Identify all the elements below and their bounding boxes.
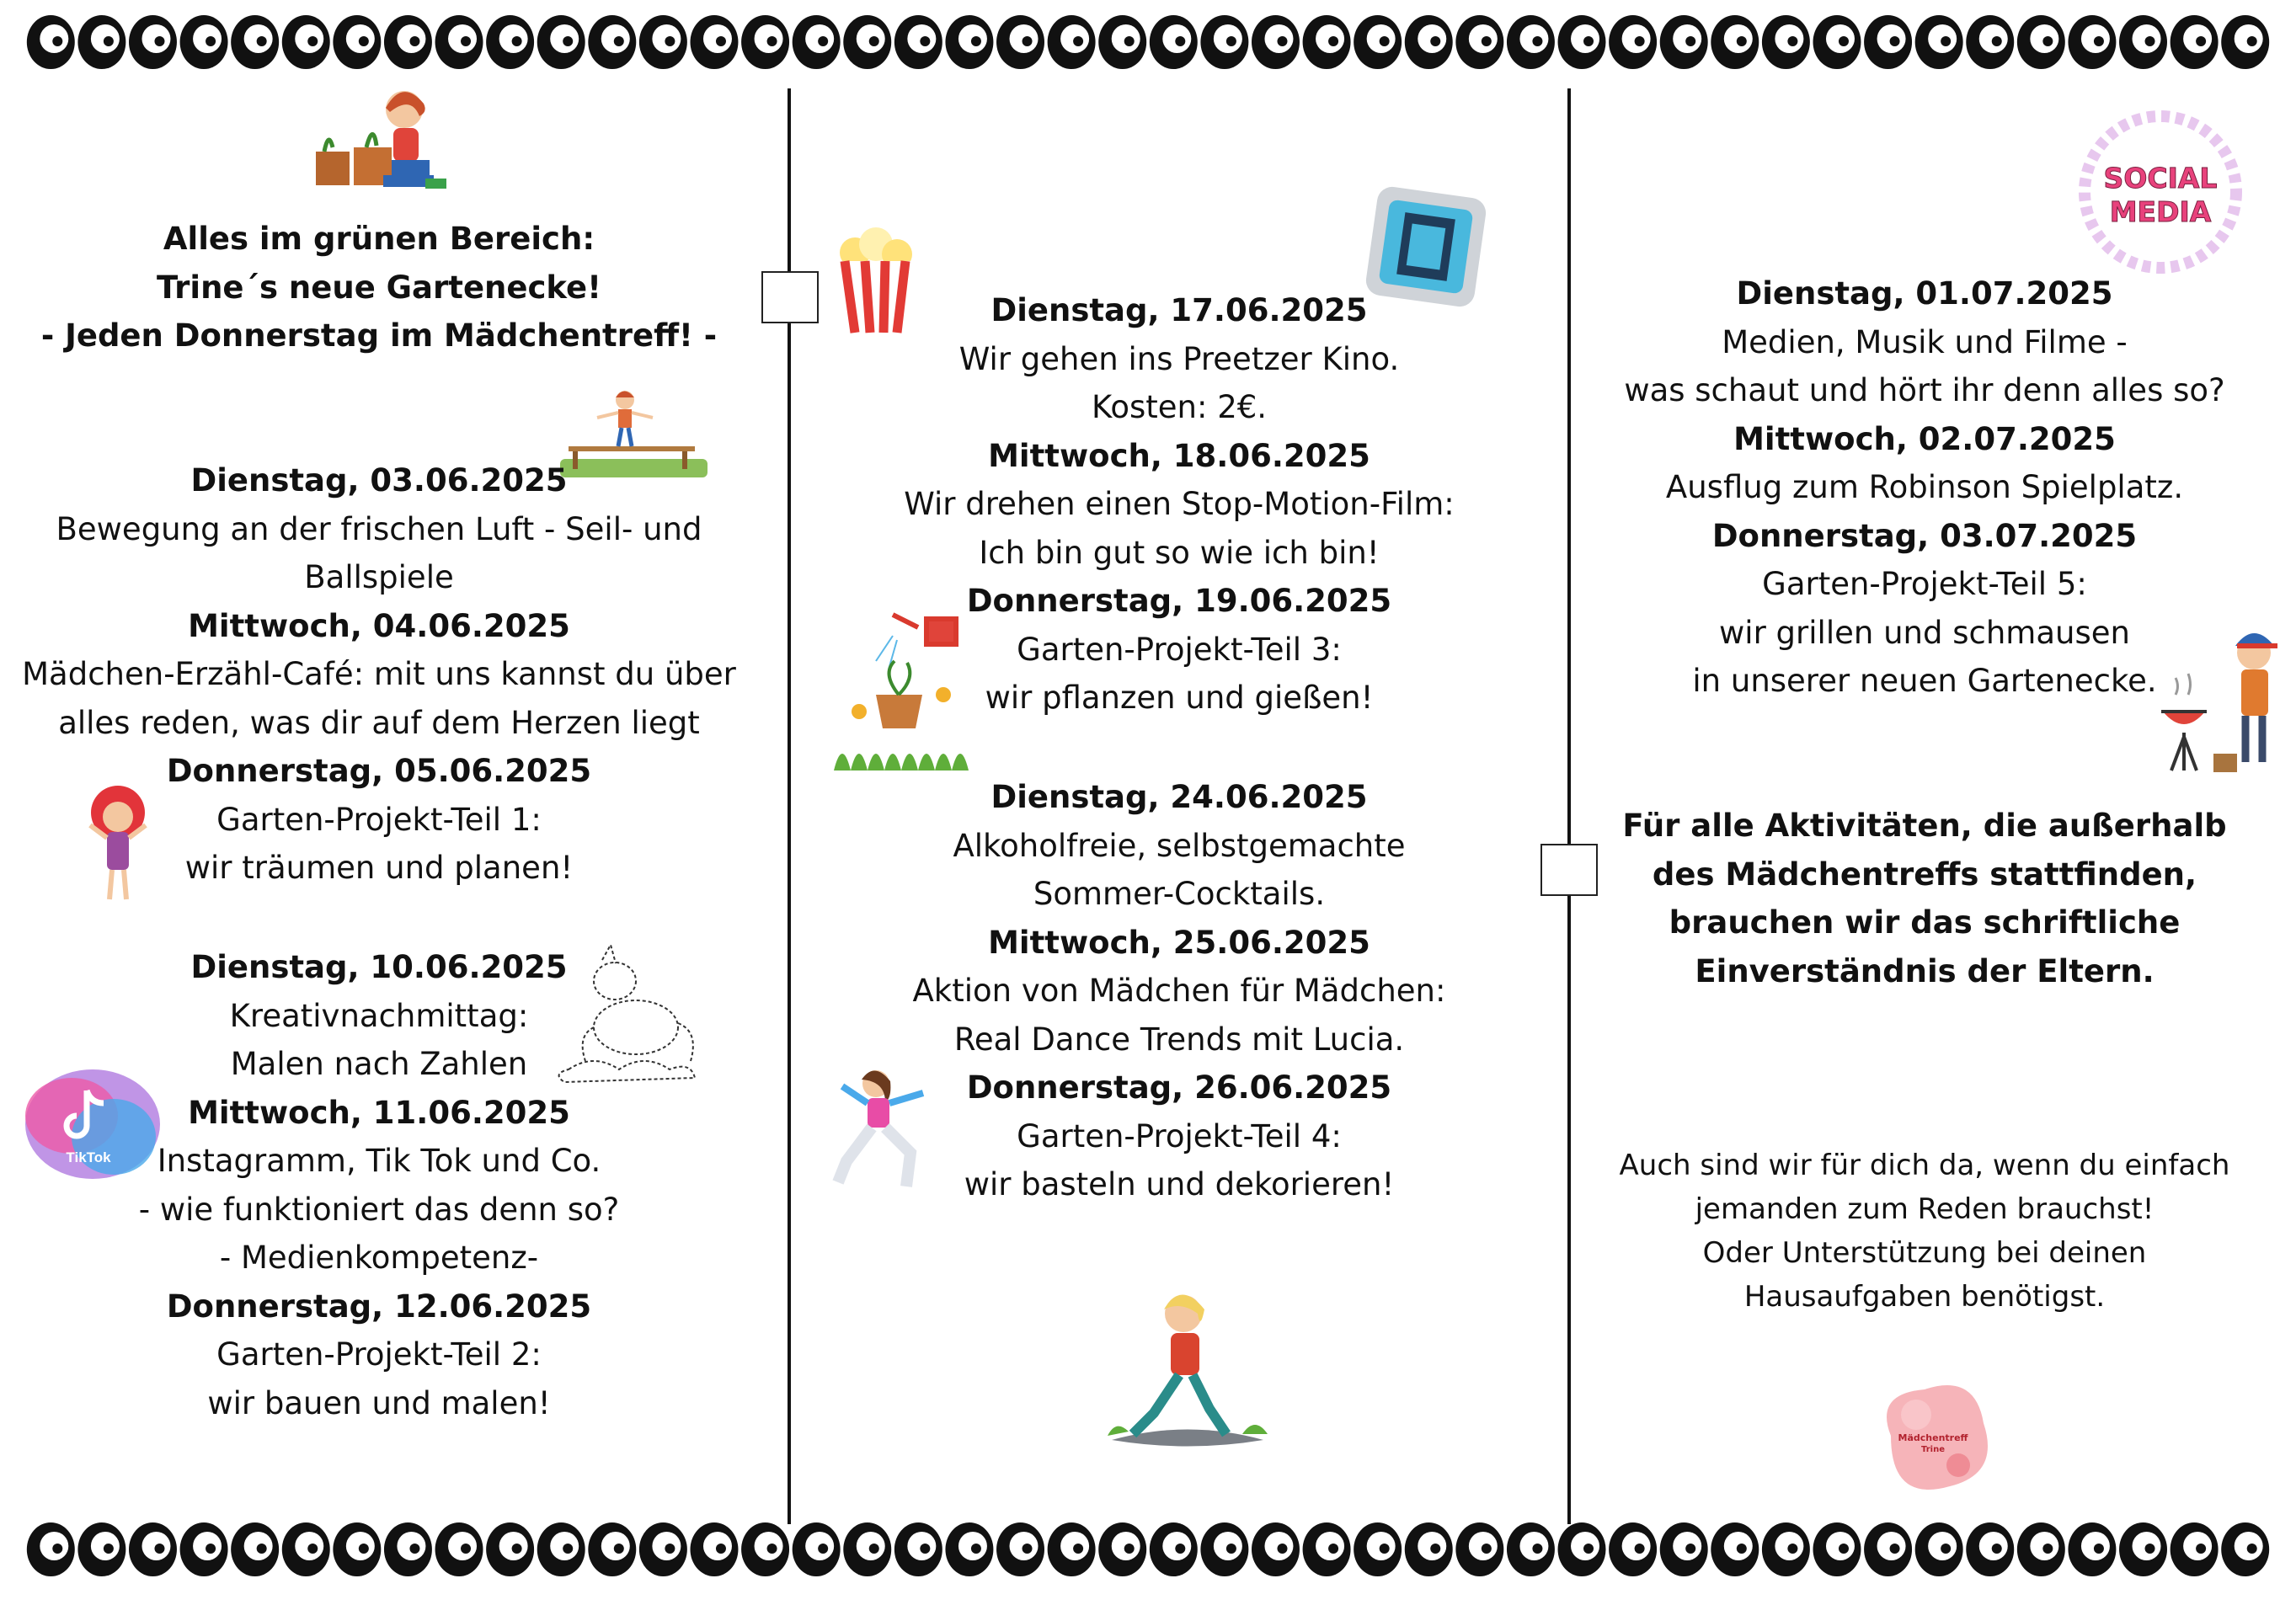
consent-line-1: Für alle Aktivitäten, die außerhalb <box>1622 808 2227 844</box>
event-line: Garten-Projekt-Teil 1: <box>216 801 542 838</box>
logo-text-1: Mädchentreff <box>1898 1432 1968 1443</box>
event-line: Ausflug zum Robinson Spielplatz. <box>1665 469 2184 505</box>
event-line: alles reden, was dir auf dem Herzen liegt <box>58 704 700 741</box>
event-line: Garten-Projekt-Teil 4: <box>1017 1117 1342 1154</box>
event-date-1906: Donnerstag, 19.06.2025 <box>966 583 1392 619</box>
event-line: wir träumen und planen! <box>184 850 574 886</box>
unicorn-coloring-illustration <box>552 943 703 1090</box>
event-date-2506: Mittwoch, 25.06.2025 <box>988 924 1370 961</box>
support-notice <box>1575 1144 2274 1319</box>
event-line: - Medienkompetenz- <box>219 1240 539 1276</box>
event-line: wir basteln und dekorieren! <box>964 1166 1395 1202</box>
intro-line-2: Trine´s neue Gartenecke! <box>156 269 601 306</box>
event-line: Garten-Projekt-Teil 5: <box>1762 566 2087 602</box>
event-date-1706: Dienstag, 17.06.2025 <box>990 292 1368 328</box>
consent-line-2: des Mädchentreffs stattfinden, <box>1652 856 2197 893</box>
maedchentreff-logo <box>1866 1368 2000 1503</box>
top-swirl-border <box>25 8 2271 76</box>
social-media-icon <box>2076 108 2245 276</box>
event-date-2606: Donnerstag, 26.06.2025 <box>966 1069 1392 1106</box>
grilling-girl-illustration <box>2155 627 2289 775</box>
event-line: Ich bin gut so wie ich bin! <box>979 534 1380 571</box>
event-line: was schaut und hört ihr denn alles so? <box>1624 372 2225 408</box>
social-label-2: MEDIA <box>2109 195 2212 228</box>
watering-plant-illustration <box>834 602 977 771</box>
support-line-2: jemanden zum Reden brauchst! <box>1695 1192 2155 1226</box>
event-line: wir bauen und malen! <box>207 1384 551 1421</box>
event-line: Sommer-Cocktails. <box>1033 876 1326 912</box>
event-date-1006: Dienstag, 10.06.2025 <box>190 949 568 985</box>
event-line: Garten-Projekt-Teil 3: <box>1017 631 1342 668</box>
redhead-girl-illustration <box>80 783 156 909</box>
support-line-4: Hausaufgaben benötigst. <box>1743 1280 2106 1314</box>
event-date-0306: Dienstag, 03.06.2025 <box>190 462 568 499</box>
bottom-swirl-border <box>25 1516 2271 1583</box>
dancing-girl-illustration <box>830 1063 948 1206</box>
event-line: Mädchen-Erzähl-Café: mit uns kannst du über <box>22 656 736 692</box>
event-line: Kreativnachmittag: <box>229 997 529 1034</box>
event-line: wir grillen und schmausen <box>1719 614 2130 651</box>
tiktok-label: TikTok <box>66 1149 111 1165</box>
consent-line-3: brauchen wir das schriftliche <box>1669 904 2181 941</box>
event-date-0506: Donnerstag, 05.06.2025 <box>166 753 592 789</box>
event-line: Garten-Projekt-Teil 2: <box>216 1336 542 1373</box>
event-line: - wie funktioniert das denn so? <box>138 1191 620 1228</box>
fold-line-right <box>1567 88 1571 1524</box>
consent-notice <box>1575 802 2274 995</box>
social-label-1: SOCIAL <box>2103 162 2218 195</box>
event-line: Wir drehen einen Stop-Motion-Film: <box>904 486 1455 522</box>
event-date-1806: Mittwoch, 18.06.2025 <box>988 437 1370 474</box>
event-date-1206: Donnerstag, 12.06.2025 <box>166 1288 592 1325</box>
event-line: Bewegung an der frischen Luft - Seil- und <box>56 510 702 547</box>
event-line: Instagramm, Tik Tok und Co. <box>157 1143 601 1179</box>
event-line: Real Dance Trends mit Lucia. <box>953 1021 1405 1058</box>
event-line: Malen nach Zahlen <box>230 1046 528 1082</box>
event-date-0406: Mittwoch, 04.06.2025 <box>188 607 570 644</box>
event-date-0207: Mittwoch, 02.07.2025 <box>1733 420 2116 457</box>
event-line: Ballspiele <box>304 559 454 595</box>
event-date-1106: Mittwoch, 11.06.2025 <box>188 1094 570 1131</box>
event-line: Aktion von Mädchen für Mädchen: <box>912 973 1446 1009</box>
support-line-3: Oder Unterstützung bei deinen <box>1702 1236 2147 1270</box>
support-line-1: Auch sind wir für dich da, wenn du einfach <box>1619 1149 2230 1182</box>
tiktok-logo <box>21 1065 160 1183</box>
event-line: wir pflanzen und gießen! <box>985 680 1374 716</box>
logo-text-2: Trine <box>1921 1445 1945 1454</box>
gardening-intro <box>0 215 758 360</box>
gardening-girl-illustration <box>299 84 455 202</box>
event-date-2406: Dienstag, 24.06.2025 <box>990 779 1368 815</box>
consent-line-4: Einverständnis der Eltern. <box>1695 952 2155 989</box>
intro-line-3: - Jeden Donnerstag im Mädchentreff! - <box>40 317 718 354</box>
event-line: Medien, Musik und Filme - <box>1722 323 2128 360</box>
event-line: Kosten: 2€. <box>1091 389 1268 425</box>
event-line: Alkoholfreie, selbstgemachte <box>953 827 1406 864</box>
event-line: in unserer neuen Gartenecke. <box>1692 663 2157 699</box>
event-date-0307: Donnerstag, 03.07.2025 <box>1711 517 2138 554</box>
event-line: Wir gehen ins Preetzer Kino. <box>958 340 1400 377</box>
running-girl-illustration <box>1103 1284 1272 1457</box>
event-date-0107: Dienstag, 01.07.2025 <box>1736 275 2113 312</box>
intro-line-1: Alles im grünen Bereich: <box>163 221 595 257</box>
